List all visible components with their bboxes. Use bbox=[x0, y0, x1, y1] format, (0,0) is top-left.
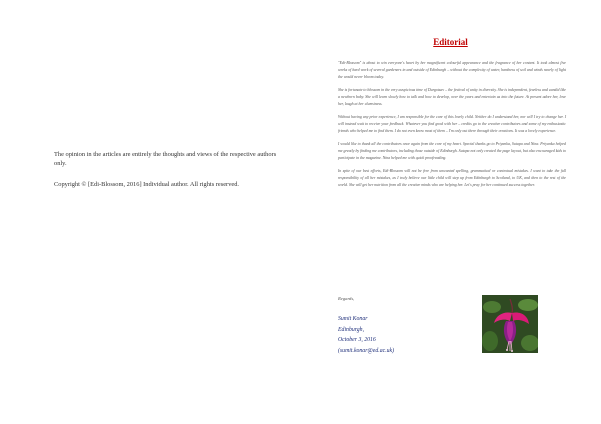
regards-text: Regards, bbox=[338, 296, 355, 301]
signature-date: October 3, 2016 bbox=[338, 337, 376, 343]
copyright-text: Copyright © [Edi-Blossom, 2016] Individual author. All rights reserved. bbox=[54, 181, 240, 188]
signature-email: (sumit.konar@ed.ac.uk) bbox=[338, 347, 395, 354]
disclaimer-block bbox=[54, 150, 284, 201]
editorial-body bbox=[338, 60, 566, 195]
editorial-paragraph: In spite of our best efforts, Edi-Blossom will not be free from unwanted spelling, grammatical or contextual mistakes. I want to take the full responsibility of all her mistakes, as I truly believe our little child will step up from Edinburgh to Scotland, to UK, and then to the rest of the world. She will get her nutrition from all the creative minds who are helping her. Let's pray for her continued success together. bbox=[338, 169, 566, 187]
right-page bbox=[300, 0, 601, 424]
editorial-paragraph: She is fortunate to blossom in the very auspicious time of Durgotsav – the festival of unity in diversity. She is independent, fearless and candid like a newborn baby. She will learn slowly how to talk and how to develop, over the years and entertain us into the future. At present adore her, love her, laugh at her clumsiness. bbox=[338, 88, 566, 106]
signature-city: Edinburgh, bbox=[338, 326, 365, 333]
editorial-title: Editorial bbox=[433, 37, 468, 47]
disclaimer-text: The opinion in the articles are entirely the thoughts and views of the respective authors only. bbox=[54, 151, 277, 167]
editorial-paragraph: I would like to thank all the contributors once again from the core of my heart. Special thanks go to Priyanka, Sutapa and Nina. Priyanka helped me greatly by finding me contributors, including those outside of Edinburgh. Sutapa not only created the page layout, but also encouraged kids to participate in the magazine. Nina helped me with quick proofreading. bbox=[338, 142, 566, 160]
fuchsia-flower-image bbox=[482, 295, 538, 353]
signature-block bbox=[338, 314, 394, 356]
editorial-paragraph: Without having any prior experience, I am responsible for the care of this lovely child. Neither do I understand her, nor will I try to change her. I will instead wait to receive your feedback. Whatever you find good with her – credits go to the creative contributors and some of my enthusiastic friends who helped me to find them. I do not even know most of them – I'm only out there through their creations. It was a lovely experience. bbox=[338, 115, 566, 133]
left-page bbox=[0, 0, 300, 424]
editorial-paragraph: "Edi-Blossom" is about to win everyone's heart by her magnificent colourful appearance and the fragrance of her content. It took almost five weeks of hard work of several gardeners in and outside of Edinburgh – without the complexity of water, hardness of soil and winds nearly of light the would never bloom today. bbox=[338, 61, 566, 79]
signature-name: Sumit Konar bbox=[338, 316, 368, 322]
